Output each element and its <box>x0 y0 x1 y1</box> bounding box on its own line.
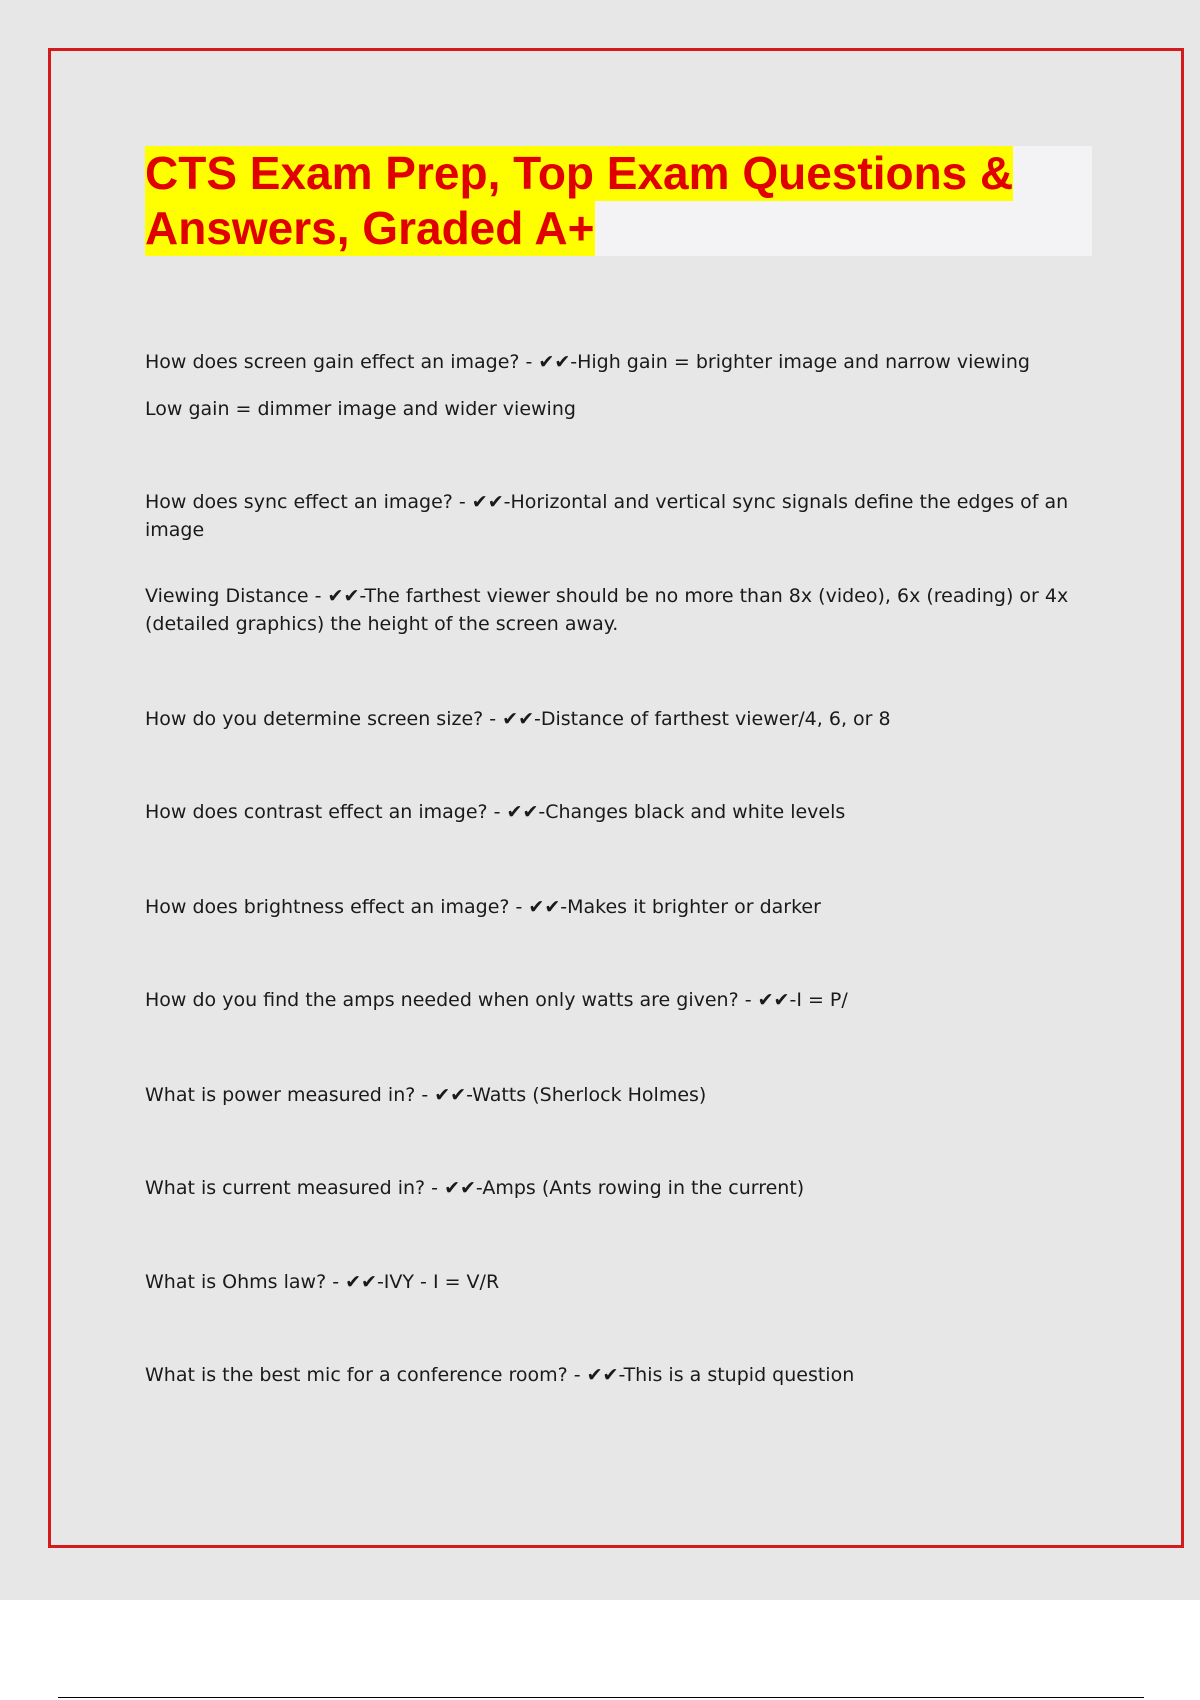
title-line-1: CTS Exam Prep, Top Exam Questions & <box>145 147 1014 199</box>
qa-item-contrast: How does contrast effect an image? - ✔✔-Changes black and white levels <box>145 801 846 823</box>
qa-item-screen-gain: How does screen gain effect an image? - ✔✔-High gain = brighter image and narrow viewing <box>145 351 1030 373</box>
qa-item-low-gain: Low gain = dimmer image and wider viewing <box>145 398 576 420</box>
document-title <box>145 146 1092 256</box>
qa-item-amps: How do you find the amps needed when only watts are given? - ✔✔-I = P/ <box>145 989 848 1011</box>
footer-divider <box>58 1697 1144 1698</box>
qa-item-viewing-distance: Viewing Distance - ✔✔-The farthest viewer should be no more than 8x (video), 6x (reading) or 4x (detailed graphics) the height of the screen away. <box>145 585 1069 635</box>
title-line-2: Answers, Graded A+ <box>145 202 595 254</box>
qa-item-conference-mic: What is the best mic for a conference room? - ✔✔-This is a stupid question <box>145 1364 855 1386</box>
qa-item-sync: How does sync effect an image? - ✔✔-Horizontal and vertical sync signals define the edges of an image <box>145 491 1069 541</box>
qa-item-ohms-law: What is Ohms law? - ✔✔-IVY - I = V/R <box>145 1271 500 1293</box>
qa-item-screen-size: How do you determine screen size? - ✔✔-Distance of farthest viewer/4, 6, or 8 <box>145 708 891 730</box>
title-block <box>145 146 1092 256</box>
qa-item-power: What is power measured in? - ✔✔-Watts (Sherlock Holmes) <box>145 1084 707 1106</box>
qa-item-current: What is current measured in? - ✔✔-Amps (Ants rowing in the current) <box>145 1177 805 1199</box>
qa-item-brightness: How does brightness effect an image? - ✔✔-Makes it brighter or darker <box>145 896 821 918</box>
